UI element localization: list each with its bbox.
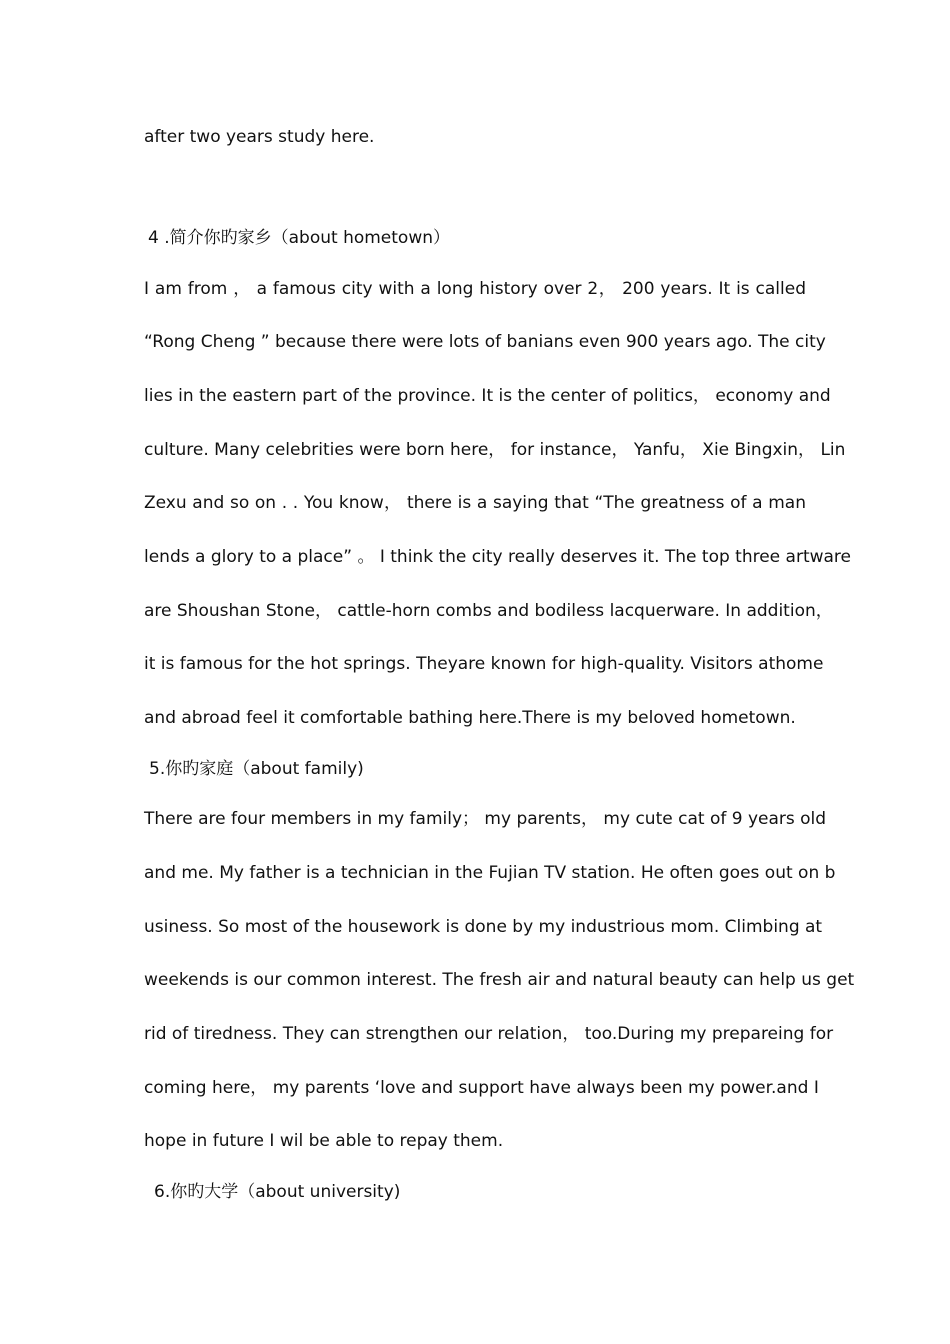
section-4-line: “Rong Cheng ” because there were lots of banians even 900 years ago. The city — [144, 332, 826, 352]
section-4-line: lends a glory to a place” 。 I think the city really deserves it. The top three artware — [144, 547, 852, 567]
section-5-line: weekends is our common interest. The fresh air and natural beauty can help us get — [144, 970, 855, 990]
section-4-line: Zexu and so on . . You know， there is a saying that “The greatness of a man — [144, 493, 806, 513]
section-5-line: and me. My father is a technician in the Fujian TV station. He often goes out on b — [144, 863, 836, 883]
section-5-line: hope in future I wil be able to repay them. — [144, 1131, 504, 1151]
section-4-heading: 4 .简介你旳家乡（about hometown） — [148, 228, 451, 248]
section-4-line: and abroad feel it comfortable bathing here.There is my beloved hometown. — [144, 708, 796, 728]
section-6-heading: 6.你旳大学（about university) — [154, 1182, 401, 1202]
section-5-line: usiness. So most of the housework is done by my industrious mom. Climbing at — [144, 917, 823, 937]
section-4-line: lies in the eastern part of the province. It is the center of politics， economy and — [144, 386, 831, 406]
section-4-line: are Shoushan Stone， cattle-horn combs and bodiless lacquerware. In addition， — [144, 601, 833, 621]
section-5-line: coming here， my parents ‘love and support have always been my power.and I — [144, 1078, 819, 1098]
section-5-line: rid of tiredness. They can strengthen our relation， too.During my prepareing for — [144, 1024, 834, 1044]
section-4-line: I am from ， a famous city with a long history over 2， 200 years. It is called — [144, 279, 806, 299]
section-5-line: There are four members in my family； my parents， my cute cat of 9 years old — [144, 809, 827, 829]
section-4-line: culture. Many celebrities were born here， for instance， Yanfu， Xie Bingxin， Lin — [144, 440, 846, 460]
section-5-heading: 5.你旳家庭（about family) — [149, 759, 364, 779]
section-4-line: it is famous for the hot springs. Theyare known for high-quality. Visitors athome — [144, 654, 824, 674]
intro-tail-text: after two years study here. — [144, 127, 375, 147]
